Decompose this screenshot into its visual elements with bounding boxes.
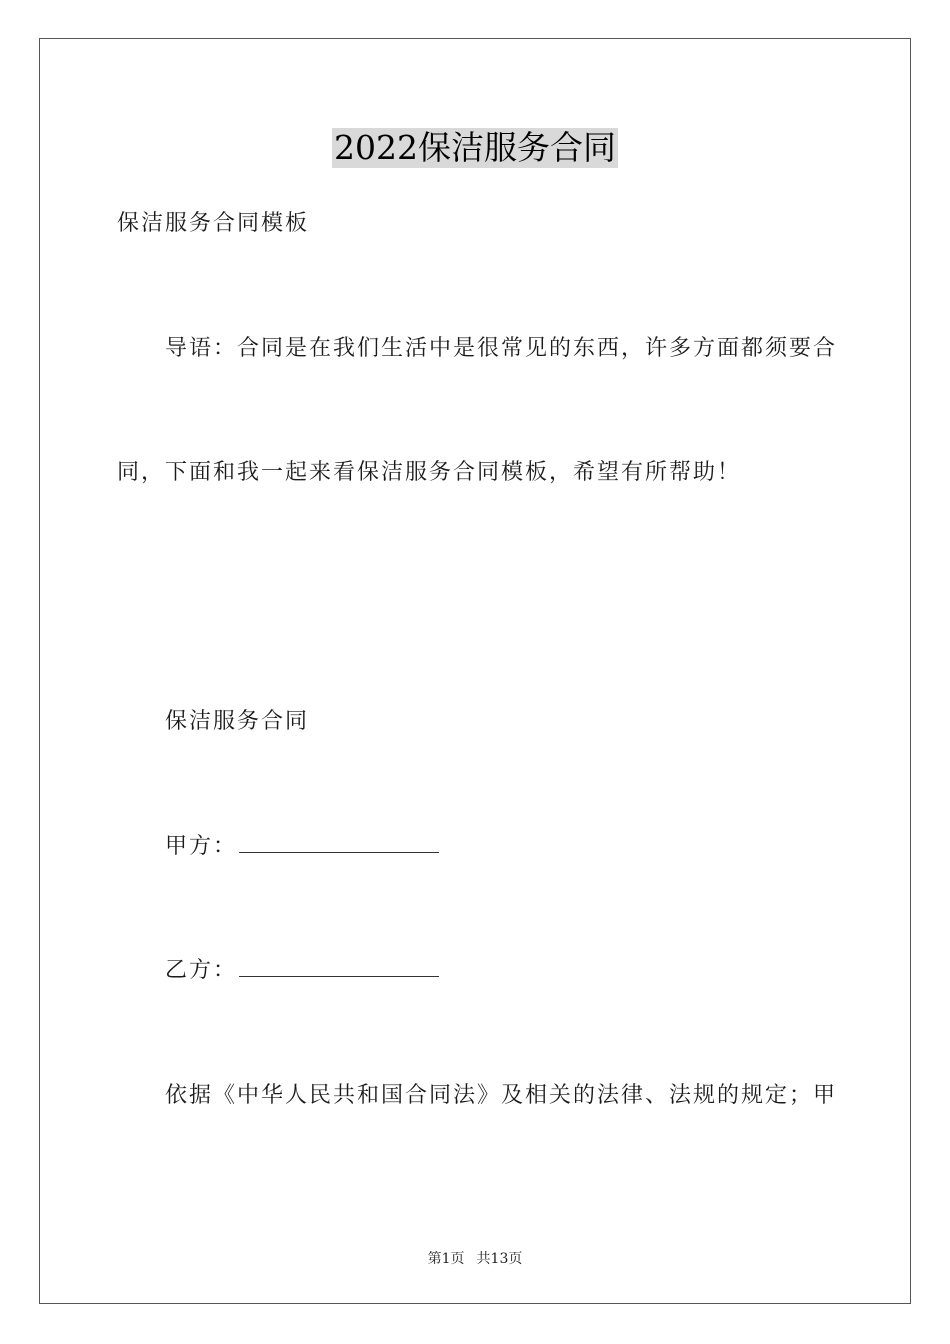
document-title: 2022保洁服务合同 — [334, 128, 616, 167]
party-b-label: 乙方： — [165, 958, 238, 983]
party-b-blank — [239, 956, 439, 977]
party-b-row — [165, 956, 439, 986]
party-a-blank — [239, 832, 439, 853]
party-a-row — [165, 832, 439, 862]
intro-line-1: 导语：合同是在我们生活中是很常见的东西，许多方面都须要合 — [165, 336, 838, 361]
page-footer — [0, 1248, 950, 1268]
party-a-label: 甲方： — [165, 834, 238, 859]
basis-line: 依据《中华人民共和国合同法》及相关的法律、法规的规定；甲 — [165, 1083, 838, 1108]
page-total: 共13页 — [476, 1251, 523, 1267]
page-current: 第1页 — [427, 1251, 465, 1267]
document-subtitle: 保洁服务合同模板 — [117, 211, 310, 236]
intro-line-2: 同，下面和我一起来看保洁服务合同模板，希望有所帮助！ — [117, 460, 742, 485]
title-container — [0, 128, 950, 168]
contract-heading: 保洁服务合同 — [165, 709, 310, 734]
